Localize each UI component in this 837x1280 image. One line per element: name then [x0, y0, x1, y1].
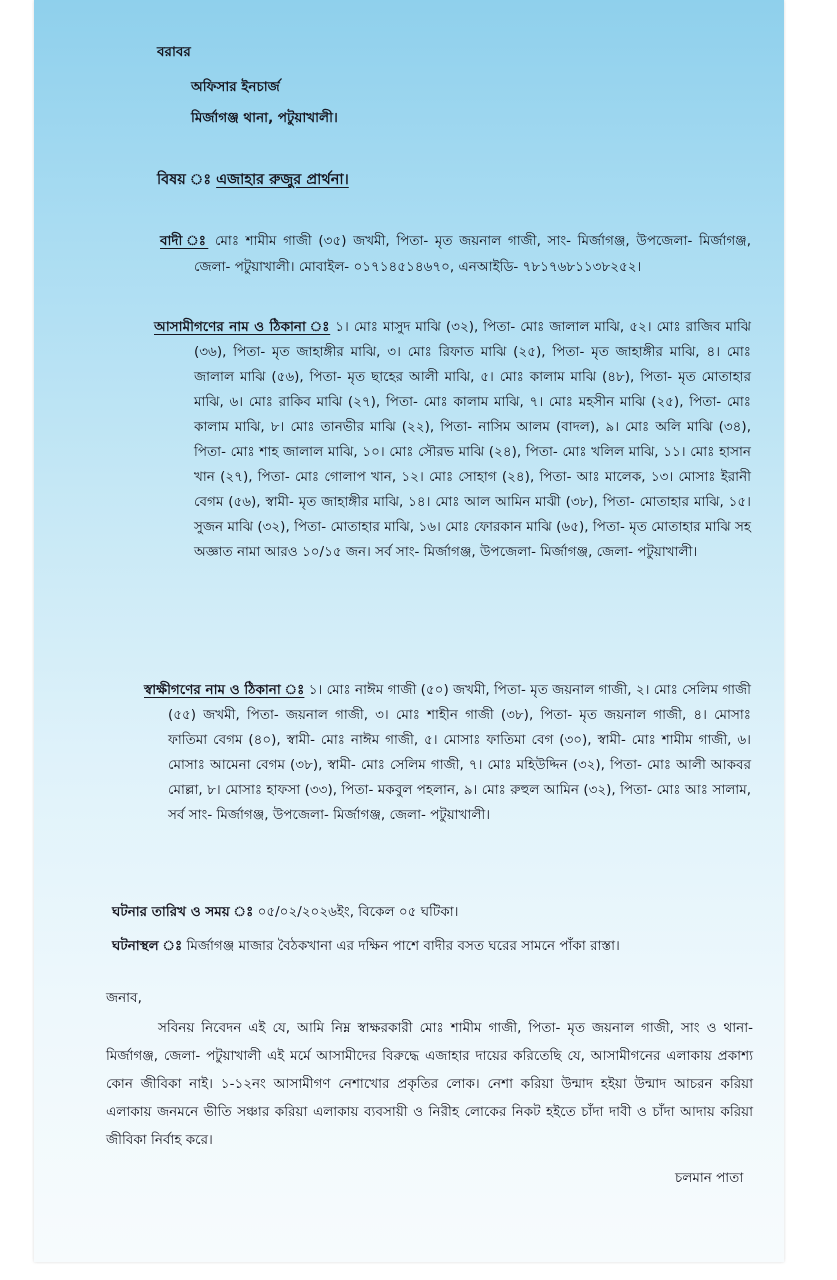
accused-section [154, 315, 752, 565]
salutation-to: বরাবর [157, 44, 191, 60]
subject-line [157, 170, 349, 190]
plaintiff-text: মোঃ শামীম গাজী (৩৫) জখমী, পিতা- মৃত জয়নাল গাজী, সাং- মির্জাগঞ্জ, উপজেলা- মির্জাগঞ্জ, জেলা- পটুয়াখালী। মোবাইল- ০১৭১৪৫১৪৬৭০, এনআইডি- ৭৮১৭৬৮১১৩৮২৫২। [194, 233, 751, 275]
plaintiff-label: বাদী ঃ [160, 233, 209, 249]
recipient-office: মির্জাগঞ্জ থানা, পটুয়াখালী। [191, 110, 338, 126]
plaintiff-section [160, 228, 751, 280]
datetime-label: ঘটনার তারিখ ও সময় ঃ [112, 904, 254, 920]
greeting: জনাব, [106, 990, 142, 1006]
location-text: মির্জাগঞ্জ মাজার বৈঠকখানা এর দক্ষিন পাশে বাদীর বসত ঘরের সামনে পাঁকা রাস্তা। [186, 938, 620, 954]
document-page [34, 0, 784, 1262]
location-line [112, 936, 620, 956]
witness-text: ১। মোঃ নাঈম গাজী (৫০) জখমী, পিতা- মৃত জয়নাল গাজী, ২। মোঃ সেলিম গাজী (৫৫) জখমী, পিতা- জয়নাল গাজী, ৩। মোঃ শাহীন গাজী (৩৮), পিতা- মৃত জয়নাল গাজী, ৪। মোসাঃ ফাতিমা বেগম (৪০), স্বামী- মোঃ নাঈম গাজী, ৫। মোসাঃ ফাতিমা বেগ (৩০), স্বামী- মোঃ শামীম গাজী, ৬। মোসাঃ আমেনা বেগম (৩৮), স্বামী- মোঃ সেলিম গাজী, ৭। মোঃ মহিউদ্দিন (৩২), পিতা- মোঃ আলী আকবর মোল্লা, ৮। মোসাঃ হাফসা (৩৩), পিতা- মকবুল পহলান, ৯। মোঃ রুহুল আমিন (৩২), পিতা- মোঃ আঃ সালাম, সর্ব সাং- মির্জাগঞ্জ, উপজেলা- মির্জাগঞ্জ, জেলা- পটুয়াখালী। [168, 682, 751, 823]
subject-label: বিষয় ঃ [157, 172, 212, 188]
continued-note: চলমান পাতা [675, 1170, 744, 1186]
body-paragraph: সবিনয় নিবেদন এই যে, আমি নিম্ন স্বাক্ষরকারী মোঃ শামীম গাজী, পিতা- মৃত জয়নাল গাজী, সাং ও থানা- মির্জাগঞ্জ, জেলা- পটুয়াখালী এই মর্মে আসামীদের বিরুদ্ধে এজাহার দায়ের করিতেছি যে, আসামীগনের এলাকায় প্রকাশ্য কোন জীবিকা নাই। ১-১২নং আসামীগণ নেশাখোর প্রকৃতির লোক। নেশা করিয়া উন্মাদ হইয়া উন্মাদ আচরন করিয়া এলাকায় জনমনে ভীতি সঞ্চার করিয়া এলাকায় ব্যবসায়ী ও নিরীহ লোকের নিকট হইতে চাঁদা দাবী ও চাঁদা আদায় করিয়া জীবিকা নির্বাহ করে। [106, 1020, 753, 1148]
witness-label: স্বাক্ষীগণের নাম ও ঠিকানা ঃ [144, 682, 305, 698]
witness-section [144, 678, 751, 828]
recipient-title: অফিসার ইনচার্জ [191, 79, 280, 95]
accused-text: ১। মোঃ মাসুদ মাঝি (৩২), পিতা- মোঃ জালাল মাঝি, ৫২। মোঃ রাজিব মাঝি (৩৬), পিতা- মৃত জাহাঙ্গীর মাঝি, ৩। মোঃ রিফাত মাঝি (২৫), পিতা- মৃত জাহাঙ্গীর মাঝি, ৪। মোঃ জালাল মাঝি (৫৬), পিতা- মৃত ছাহের আলী মাঝি, ৫। মোঃ কালাম মাঝি (৪৮), পিতা- মৃত মোতাহার মাঝি, ৬। মোঃ রাকিব মাঝি (২৭), পিতা- মোঃ কালাম মাঝি, ৭। মোঃ মহসীন মাঝি (২৫), পিতা- মোঃ কালাম মাঝি, ৮। মোঃ তানভীর মাঝি (২২), পিতা- নাসিম আলম (বাদল), ৯। মোঃ অলি মাঝি (৩৪), পিতা- মোঃ শাহ জালাল মাঝি, ১০। মোঃ সৌরভ মাঝি (২৪), পিতা- মোঃ খলিল মাঝি, ১১। মোঃ হাসান খান (২৭), পিতা- মোঃ গোলাপ খান, ১২। মোঃ সোহাগ (২৪), পিতা- আঃ মালেক, ১৩। মোসাঃ ইরানী বেগম (৫৬), স্বামী- মৃত জাহাঙ্গীর মাঝি, ১৪। মোঃ আল আমিন মাঝী (৩৮), পিতা- মোতাহার মাঝি, ১৫। সুজন মাঝি (৩২), পিতা- মোতাহার মাঝি, ১৬। মোঃ ফোরকান মাঝি (৬৫), পিতা- মৃত মোতাহার মাঝি সহ অজ্ঞাত নামা আরও ১০/১৫ জন। সর্ব সাং- মির্জাগঞ্জ, উপজেলা- মির্জাগঞ্জ, জেলা- পটুয়াখালী। [194, 319, 752, 560]
accused-label: আসামীগণের নাম ও ঠিকানা ঃ [154, 319, 331, 335]
location-label: ঘটনাস্থল ঃ [112, 938, 183, 954]
datetime-text: ০৫/০২/২০২৬ইং, বিকেল ০৫ ঘটিকা। [257, 904, 459, 920]
subject-text: এজাহার রুজুর প্রার্থনা। [216, 172, 349, 188]
datetime-line [112, 902, 458, 922]
